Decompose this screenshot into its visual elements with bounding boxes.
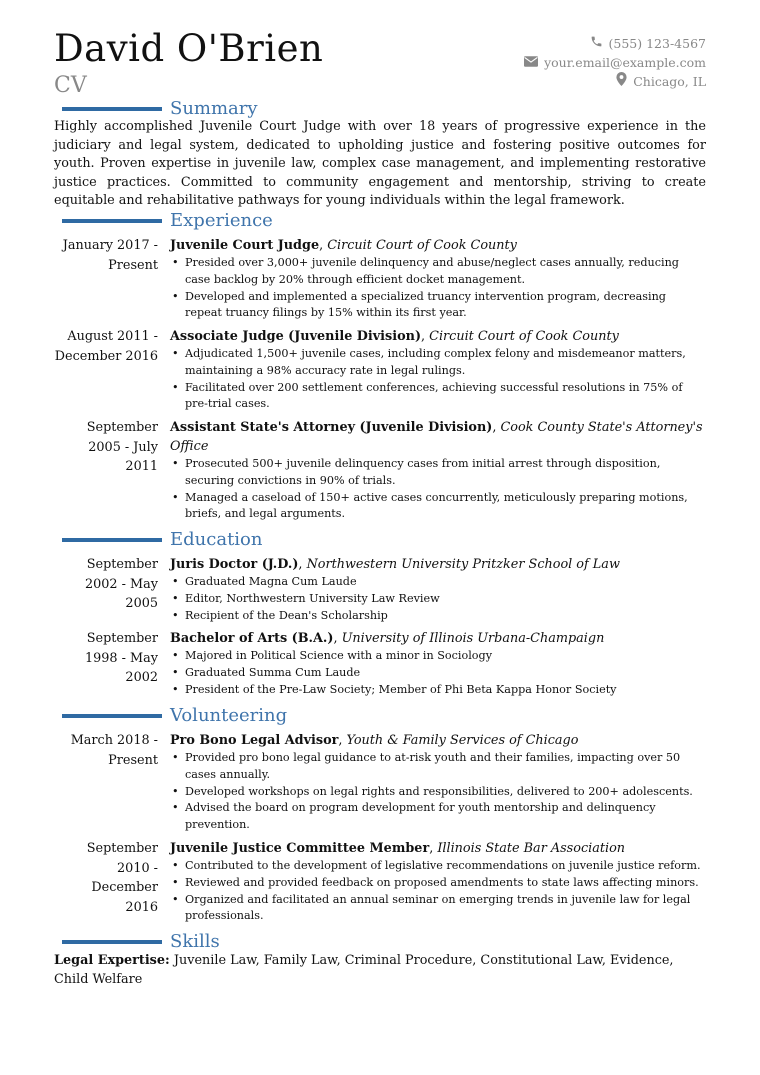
document-subtitle: CV <box>54 73 87 98</box>
list-item: • Graduated Magna Cum Laude <box>170 574 706 591</box>
entry-heading: Juvenile Court Judge, Circuit Court of Cook County <box>170 238 517 253</box>
entry-heading: Assistant State's Attorney (Juvenile Division), Cook County State's Attorney's Office <box>170 420 703 454</box>
entry-body <box>170 418 706 523</box>
list-item: • Organized and facilitated an annual seminar on emerging trends in juvenile law for legal professionals. <box>170 892 706 926</box>
entry-bullets <box>170 346 706 413</box>
entry-bullets <box>170 648 706 698</box>
list-item: • Prosecuted 500+ juvenile delinquency cases from initial arrest through disposition, securing convictions in 90% of trials. <box>170 456 706 490</box>
entry-body <box>170 629 706 698</box>
section-title: Volunteering <box>170 705 288 726</box>
entry-org: Northwestern University Pritzker School of Law <box>306 557 620 572</box>
phone-icon <box>590 34 609 53</box>
entry-bullets <box>170 858 706 925</box>
section-accent-bar <box>62 940 162 944</box>
list-item: • Managed a caseload of 150+ active cases concurrently, meticulously preparing motions, briefs, and legal arguments. <box>170 490 706 524</box>
entry-org: University of Illinois Urbana-Champaign <box>341 631 605 646</box>
email-link[interactable]: your.email@example.com <box>544 55 706 70</box>
list-item: • Presided over 3,000+ juvenile delinquency and abuse/neglect cases annually, reducing case backlog by 20% through efficient docket management. <box>170 255 706 289</box>
entry-heading: Juvenile Justice Committee Member, Illinois State Bar Association <box>170 841 626 856</box>
entry-org: Cook County State's Attorney's Office <box>170 420 703 454</box>
entry-role: Bachelor of Arts (B.A.) <box>170 631 334 646</box>
contact-phone <box>524 34 706 53</box>
entry-body <box>170 839 706 925</box>
entry-body <box>170 555 706 624</box>
entry-role: Juris Doctor (J.D.) <box>170 557 299 572</box>
map-pin-icon <box>616 72 633 91</box>
entry-org: Circuit Court of Cook County <box>327 238 517 253</box>
entry-date: January 2017 - Present <box>62 238 158 273</box>
entry-body <box>170 731 706 834</box>
envelope-icon <box>524 53 544 72</box>
entry-date: September 2005 - July 2011 <box>86 420 158 474</box>
entry-body <box>170 327 706 413</box>
phone-text: (555) 123-4567 <box>608 36 706 51</box>
entry-heading: Associate Judge (Juvenile Division), Circuit Court of Cook County <box>170 329 619 344</box>
list-item: • President of the Pre-Law Society; Member of Phi Beta Kappa Honor Society <box>170 682 706 699</box>
section-title: Skills <box>170 931 220 952</box>
skills-label: Legal Expertise: <box>54 953 170 968</box>
list-item: • Contributed to the development of legislative recommendations on juvenile justice reform. <box>170 858 706 875</box>
entry-body <box>170 236 706 322</box>
list-item: • Advised the board on program development for youth mentorship and delinquency prevention. <box>170 800 706 834</box>
entry-bullets <box>170 456 706 523</box>
entry-role: Juvenile Court Judge <box>170 238 320 253</box>
list-item: • Developed and implemented a specialized truancy intervention program, decreasing repeat truancy filings by 15% within its first year. <box>170 289 706 323</box>
section-title: Summary <box>170 98 258 119</box>
section-education-heading <box>62 529 263 551</box>
entry-date: September 2002 - May 2005 <box>85 557 158 611</box>
entry-heading: Pro Bono Legal Advisor, Youth & Family Services of Chicago <box>170 733 579 748</box>
entry-date: September 2010 - December 2016 <box>86 841 158 915</box>
section-accent-bar <box>62 538 162 542</box>
entry-bullets <box>170 750 706 834</box>
entry-date: March 2018 - Present <box>70 733 158 768</box>
entry-role: Juvenile Justice Committee Member <box>170 841 430 856</box>
entry-role: Associate Judge (Juvenile Division) <box>170 329 422 344</box>
skills-line <box>54 951 706 989</box>
entry-role: Pro Bono Legal Advisor <box>170 733 339 748</box>
entry-heading: Bachelor of Arts (B.A.), University of Illinois Urbana-Champaign <box>170 631 605 646</box>
section-summary-heading <box>62 98 258 120</box>
skills-value: Juvenile Law, Family Law, Criminal Procedure, Constitutional Law, Evidence, Child Welfare <box>54 953 674 987</box>
section-accent-bar <box>62 714 162 718</box>
entry-org: Illinois State Bar Association <box>437 841 626 856</box>
entry-date: September 1998 - May 2002 <box>85 631 158 685</box>
list-item: • Graduated Summa Cum Laude <box>170 665 706 682</box>
entry-bullets <box>170 574 706 624</box>
section-experience-heading <box>62 210 273 232</box>
list-item: • Adjudicated 1,500+ juvenile cases, including complex felony and misdemeanor matters, maintaining a 98% accuracy rate in legal rulings. <box>170 346 706 380</box>
section-accent-bar <box>62 219 162 223</box>
entry-bullets <box>170 255 706 322</box>
entry-heading: Juris Doctor (J.D.), Northwestern University Pritzker School of Law <box>170 557 620 572</box>
section-accent-bar <box>62 107 162 111</box>
list-item: • Majored in Political Science with a minor in Sociology <box>170 648 706 665</box>
contact-email <box>524 53 706 72</box>
contact-location <box>524 72 706 91</box>
section-title: Education <box>170 529 263 550</box>
contact-block <box>524 34 706 91</box>
location-text: Chicago, IL <box>633 74 706 89</box>
list-item: • Editor, Northwestern University Law Review <box>170 591 706 608</box>
section-title: Experience <box>170 210 273 231</box>
list-item: • Reviewed and provided feedback on proposed amendments to state laws affecting minors. <box>170 875 706 892</box>
entry-org: Youth & Family Services of Chicago <box>346 733 579 748</box>
person-name: David O'Brien <box>54 27 324 70</box>
list-item: • Recipient of the Dean's Scholarship <box>170 608 706 625</box>
summary-text: Highly accomplished Juvenile Court Judge with over 18 years of progressive experience in the judiciary and legal system, dedicated to upholding justice and fostering positive outcomes for youth. Proven expertise in juvenile law, complex case management, and implementing restorative justice practices. Committed to community engagement and mentorship, striving to create equitable and rehabilitative pathways for young individuals within the legal framework. <box>54 119 706 208</box>
list-item: • Facilitated over 200 settlement conferences, achieving successful resolutions in 75% of pre-trial cases. <box>170 380 706 414</box>
section-volunteering-heading <box>62 705 287 727</box>
entry-org: Circuit Court of Cook County <box>429 329 619 344</box>
list-item: • Provided pro bono legal guidance to at-risk youth and their families, impacting over 50 cases annually. <box>170 750 706 784</box>
entry-role: Assistant State's Attorney (Juvenile Division) <box>170 420 493 435</box>
list-item: • Developed workshops on legal rights and responsibilities, delivered to 200+ adolescents. <box>170 784 706 801</box>
entry-date: August 2011 - December 2016 <box>54 329 158 364</box>
section-skills-heading <box>62 931 220 953</box>
